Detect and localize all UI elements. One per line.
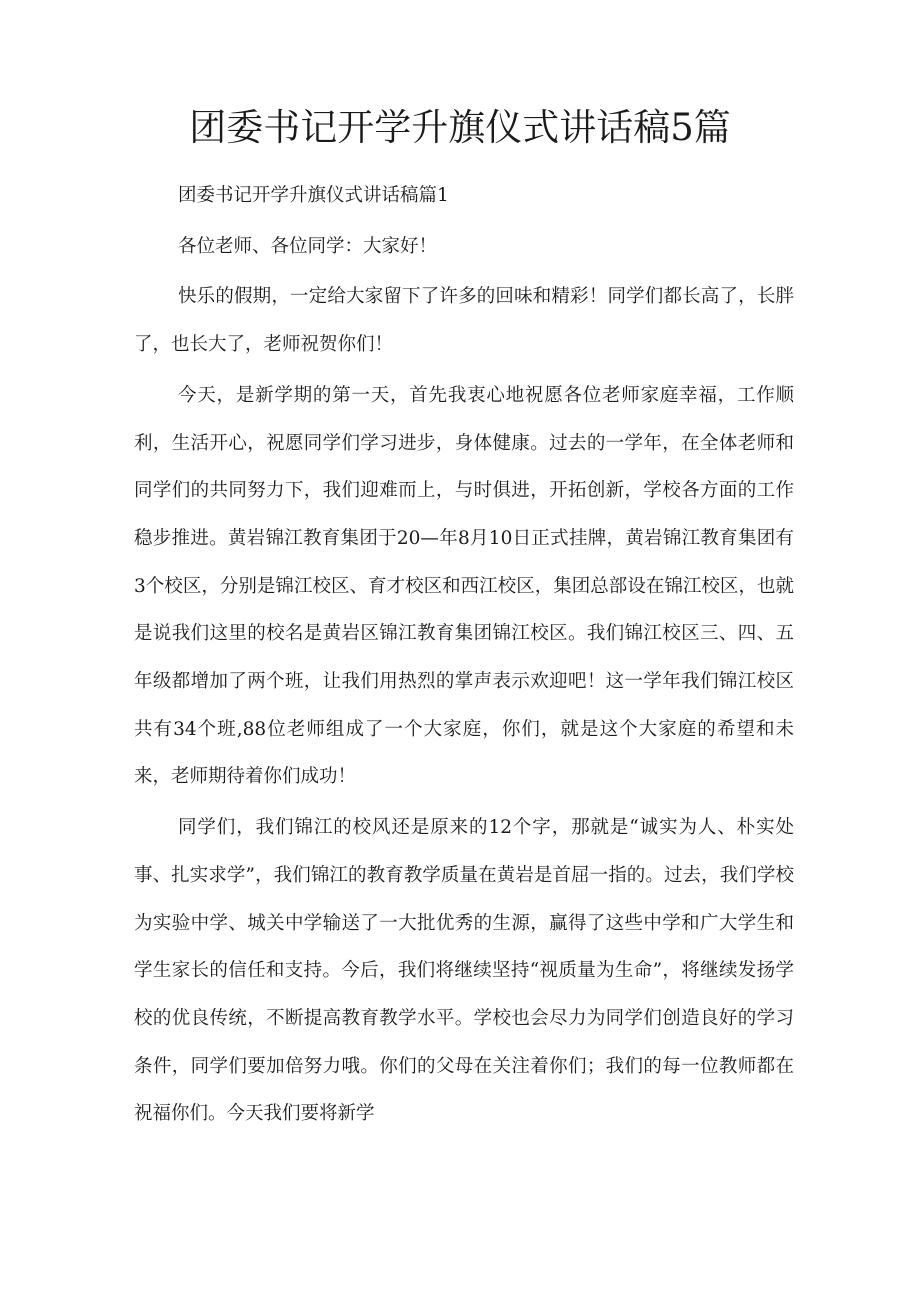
body-paragraph: 同学们，我们锦江的校风还是原来的12个字，那就是“诚实为人、朴实处事、扎实求学”，我们锦江的教育教学质量在黄岩是首屈一指的。过去，我们学校为实验中学、城关中学输送了一大批优秀的生源，赢得了这些中学和广大学生和学生家长的信任和支持。今后，我们将继续坚持“视质量为生命”，将继续发扬学校的优良传统，不断提高教育教学水平。学校也会尽力为同学们创造良好的学习条件，同学们要加倍努力哦。你们的父母在关注着你们；我们的每一位教师都在祝福你们。今天我们要将新学 bbox=[134, 817, 794, 1125]
document-body bbox=[134, 172, 794, 1141]
document-title: 团委书记开学升旗仪式讲话稿5篇 bbox=[189, 106, 731, 149]
body-paragraph: 今天，是新学期的第一天，首先我衷心地祝愿各位老师家庭幸福，工作顺利，生活开心，祝愿同学们学习进步，身体健康。过去的一学年，在全体老师和同学们的共同努力下，我们迎难而上，与时俱进，开拓创新，学校各方面的工作稳步推进。黄岩锦江教育集团于20—年8月10日正式挂牌，黄岩锦江教育集团有3个校区，分别是锦江校区、育才校区和西江校区，集团总部设在锦江校区，也就是说我们这里的校名是黄岩区锦江教育集团锦江校区。我们锦江校区三、四、五年级都增加了两个班，让我们用热烈的掌声表示欢迎吧！这一学年我们锦江校区共有34个班,88位老师组成了一个大家庭，你们，就是这个大家庭的希望和未来，老师期待着你们成功！ bbox=[134, 384, 794, 788]
greeting-paragraph: 各位老师、各位同学：大家好！ bbox=[178, 235, 438, 257]
section-subtitle: 团委书记开学升旗仪式讲话稿篇1 bbox=[178, 185, 449, 206]
body-paragraph: 快乐的假期，一定给大家留下了许多的回味和精彩！同学们都长高了，长胖了，也长大了，老师祝贺你们！ bbox=[134, 286, 794, 356]
